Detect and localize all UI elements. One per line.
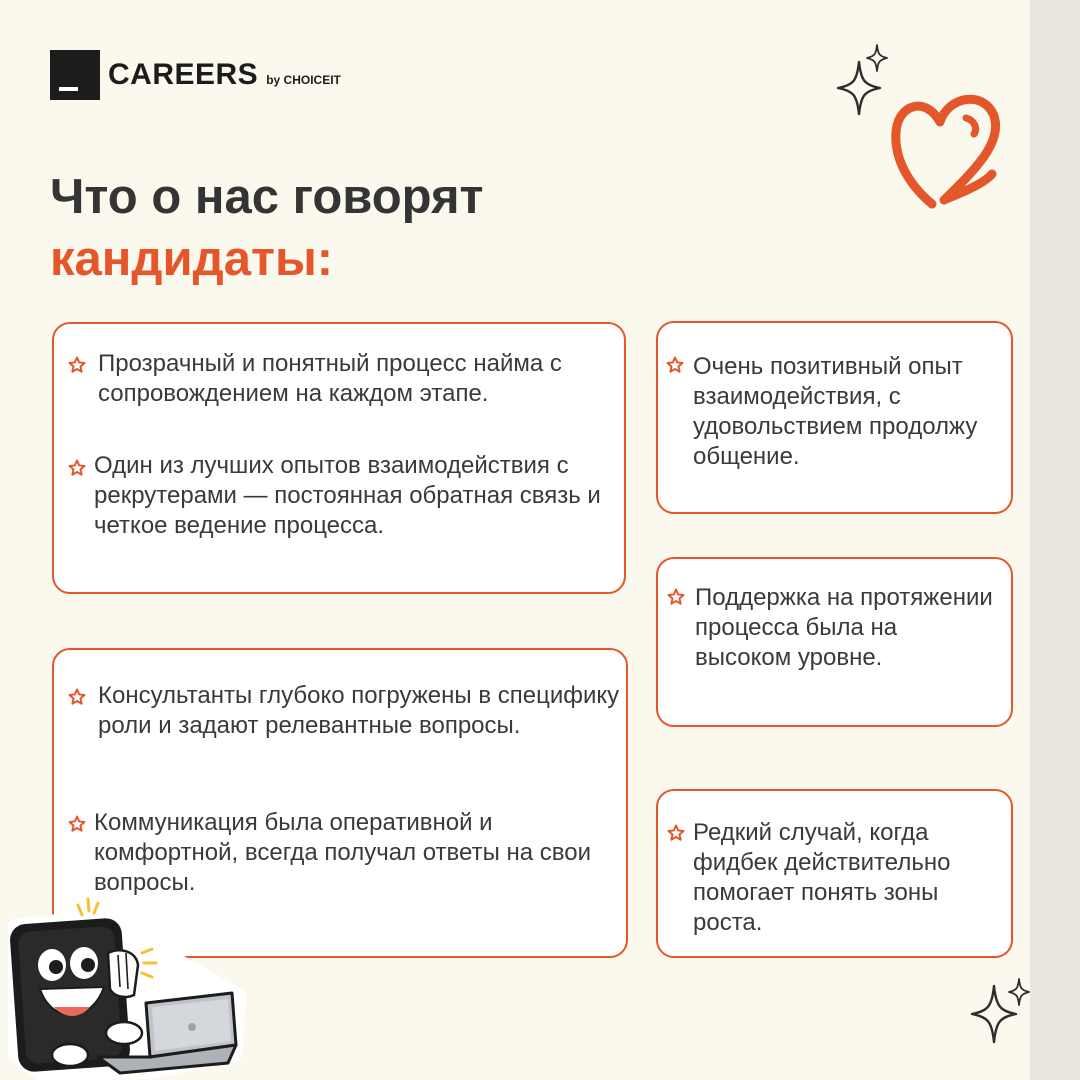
- testimonial-text: Поддержка на протяжении процесса была на высоком уровне.: [695, 584, 993, 671]
- testimonial-text: Консультанты глубоко погружены в специфику роли и задают релевантные вопросы.: [98, 682, 620, 739]
- title-line-1: Что о нас говорят: [50, 170, 484, 224]
- title-line-2: кандидаты:: [50, 232, 334, 286]
- star-outline-icon: [68, 459, 86, 477]
- star-outline-icon: [68, 688, 86, 706]
- star-outline-icon: [666, 356, 684, 374]
- heart-doodle-icon: [888, 88, 1004, 210]
- testimonial-text: Коммуникация была оперативной и комфортной, всегда получал ответы на свои вопросы.: [94, 809, 591, 896]
- sparkle-icon: [1008, 978, 1030, 1006]
- star-outline-icon: [667, 824, 685, 842]
- star-outline-icon: [667, 588, 685, 606]
- right-edge-strip: [1030, 0, 1080, 1080]
- testimonial-text: Прозрачный и понятный процесс найма с сопровождением на каждом этапе.: [98, 350, 562, 407]
- testimonial-text: Очень позитивный опыт взаимодействия, с удовольствием продолжу общение.: [693, 353, 978, 470]
- star-outline-icon: [68, 356, 86, 374]
- testimonial-text: Редкий случай, когда фидбек действительно помогает понять зоны роста.: [693, 819, 951, 936]
- page-title: [50, 166, 484, 290]
- brand-by: by CHOICEIT: [266, 73, 341, 87]
- sparkle-icon: [866, 44, 888, 72]
- star-outline-icon: [68, 815, 86, 833]
- brand-logo: [50, 50, 341, 100]
- brand-name: CAREERS: [108, 58, 259, 91]
- logo-mark-icon: [50, 50, 100, 100]
- mascot-with-laptop-icon: [0, 895, 245, 1080]
- testimonial-text: Один из лучших опытов взаимодействия с рекрутерами — постоянная обратная связь и четкое ведение процесса.: [94, 452, 601, 539]
